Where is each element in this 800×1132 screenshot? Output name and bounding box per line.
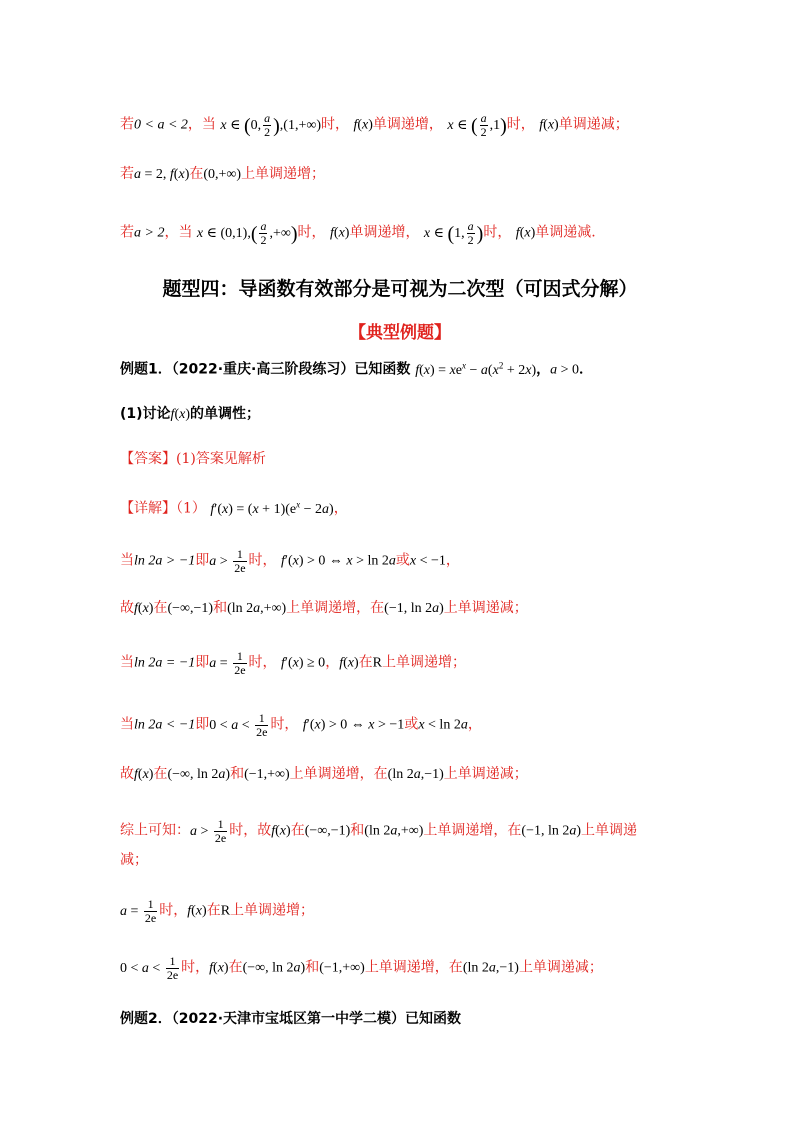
case-1-func-dec: f(x) [539, 117, 559, 133]
typical-examples-heading: 【典型例题】 [349, 323, 451, 343]
example-1-source: （2022·重庆·高三阶段练习）已知函数 [171, 361, 411, 378]
question-1-suffix: 的单调性； [190, 406, 260, 422]
case-3-ruo: 若 [120, 224, 134, 241]
case-1-text-shi: 时， [321, 116, 349, 133]
solution-line-4: 当ln 2a < −1即0 < a < $\frac{1}{2e}$ 时， f′(x) > 0 ⇔ x > −1或x < ln 2a， [120, 711, 482, 739]
solution-line-8: 0 < a < $\frac{1}{2e}$ 时，f(x)在(−∞, ln 2a)和(−1,+∞)上单调递增，在(ln 2a,−1)上单调递减； [120, 954, 603, 982]
case-3-interval-inc: x ∈ (0,1),( $\frac{a}{2}$ ,+∞) [196, 219, 298, 247]
case-3-text-shi2: 时， [483, 224, 512, 241]
case-3-condition: a > 2 [134, 225, 165, 241]
solution-line-1: 当ln 2a > −1即a > $\frac{1}{2e}$ 时， f′(x) > 0 ⇔ x > ln 2a或x < −1， [120, 547, 460, 575]
case-3-func-inc: f(x) [330, 225, 350, 241]
answer-line [120, 449, 700, 469]
solution-line-7: a = $\frac{1}{2e}$ 时，f(x)在R上单调递增； [120, 897, 315, 925]
example-1-condition: a > 0 [550, 362, 580, 378]
example-2-label: 例题2． [120, 1011, 172, 1027]
case-1-text-when: ，当 [187, 116, 216, 133]
solution-line-6-wrap [120, 850, 700, 870]
case-1-text-dec: 单调递减； [558, 116, 629, 133]
solution-line-5: 故f(x)在(−∞, ln 2a)和(−1,+∞)上单调递增，在(ln 2a,−1)上单调递减； [120, 766, 528, 782]
section-heading: 题型四：导函数有效部分是可视为二次型（可因式分解） [162, 278, 638, 300]
example-1-statement: 例题1．（2022·重庆·高三阶段练习）已知函数 $f(x) = xe^x - a(x^2 + 2x)$，a > 0． [120, 360, 594, 378]
case-1-ruo: 若 [120, 116, 134, 133]
case-3-text-dec: 单调递减. [535, 224, 596, 241]
question-1-func: f(x) [170, 407, 190, 422]
case-3-interval-dec: x ∈ (1, $\frac{a}{2}$ ) [423, 219, 484, 247]
wrap-text: 减； [120, 852, 148, 868]
detail-line [120, 494, 700, 520]
detail-tag: 【详解】 [120, 500, 176, 517]
example-2-statement [120, 1009, 700, 1029]
answer-tag: 【答案】 [120, 451, 176, 467]
solution-line-2: 故f(x)在(−∞,−1)和(ln 2a,+∞)上单调递增，在(−1, ln 2a)上单调递减； [120, 600, 528, 616]
case-line-1 [120, 112, 700, 139]
case-1-interval-inc: x ∈ (0, $\frac{a}{2}$ ),(1,+∞) [220, 111, 321, 139]
case-3-text-shi: 时， [297, 224, 326, 241]
derivative-formula: $f'(x) = (x + 1)(e^x - 2a)$ [210, 499, 334, 517]
solution-line-6: 综上可知：a > $\frac{1}{2e}$ 时，故f(x)在(−∞,−1)和(ln 2a,+∞)上单调递增，在(−1, ln 2a)上单调递 [120, 817, 638, 845]
answer-text: (1)答案见解析 [176, 451, 266, 467]
case-1-condition: 0 < a < 2 [134, 117, 188, 133]
example-2-source: （2022·天津市宝坻区第一中学二模）已知函数 [171, 1011, 462, 1027]
case-1-func-inc: f(x) [353, 117, 373, 133]
case-3-text-when: ，当 [164, 224, 193, 241]
solution-line-3: 当ln 2a = −1即a = $\frac{1}{2e}$ 时， f′(x) ≥ 0，f(x)在R上单调递增； [120, 649, 466, 677]
derivative-tail: ， [333, 500, 348, 517]
case-line-3 [120, 220, 700, 247]
case-line-2: 若a = 2, f(x)在(0,+∞)上单调递增； [120, 166, 326, 182]
case-1-text-shi2: 时， [506, 116, 535, 133]
case-3-func-dec: f(x) [515, 225, 536, 241]
question-1-prefix: (1)讨论 [120, 406, 171, 422]
case-3-text-inc: 单调递增， [349, 224, 420, 241]
case-1-interval-dec: x ∈ ( $\frac{a}{2}$ ,1) [447, 111, 507, 139]
detail-num: （1） [176, 500, 206, 517]
example-1-function: $f(x) = xe^x - a(x^2 + 2x)$ [415, 360, 537, 378]
example-1-question-1 [120, 404, 700, 425]
example-1-label: 例题1． [120, 361, 172, 378]
case-1-text-inc: 单调递增， [372, 116, 443, 133]
